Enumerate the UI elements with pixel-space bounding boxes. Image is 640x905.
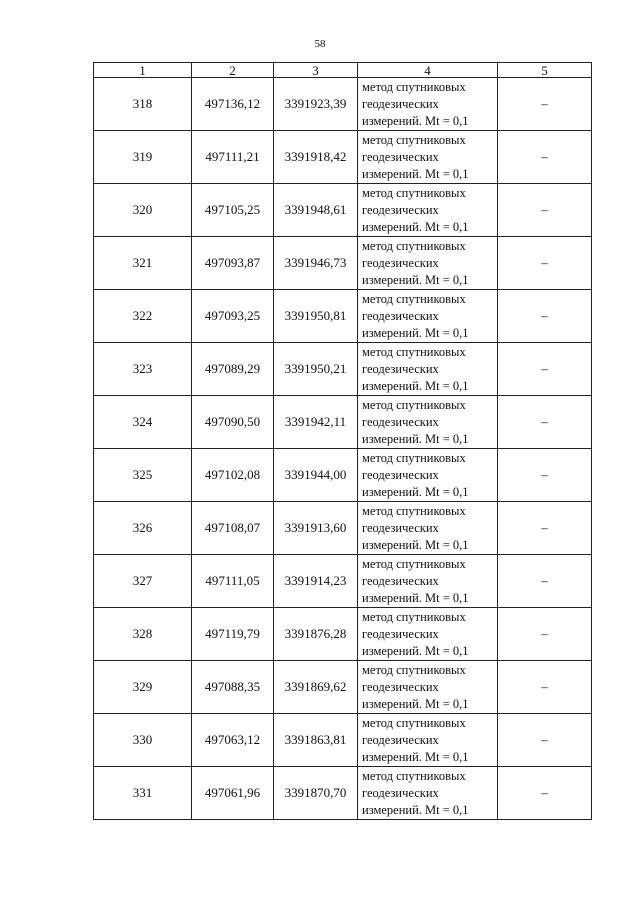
method-cell: метод спутниковых геодезических измерений. Mt = 0,1 bbox=[358, 343, 498, 396]
x-coordinate-cell: 497119,79 bbox=[192, 608, 274, 661]
note-cell: – bbox=[498, 608, 592, 661]
note-cell: – bbox=[498, 290, 592, 343]
table-row bbox=[94, 449, 592, 502]
method-cell: метод спутниковых геодезических измерений. Mt = 0,1 bbox=[358, 396, 498, 449]
column-header-5: 5 bbox=[498, 63, 592, 78]
point-number-cell: 322 bbox=[94, 290, 192, 343]
x-coordinate-cell: 497093,25 bbox=[192, 290, 274, 343]
x-coordinate-cell: 497105,25 bbox=[192, 184, 274, 237]
y-coordinate-cell: 3391869,62 bbox=[274, 661, 358, 714]
note-cell: – bbox=[498, 396, 592, 449]
method-cell: метод спутниковых геодезических измерений. Mt = 0,1 bbox=[358, 131, 498, 184]
table-header bbox=[94, 63, 592, 78]
point-number-cell: 330 bbox=[94, 714, 192, 767]
y-coordinate-cell: 3391918,42 bbox=[274, 131, 358, 184]
coordinates-table bbox=[93, 62, 592, 820]
column-header-4: 4 bbox=[358, 63, 498, 78]
x-coordinate-cell: 497136,12 bbox=[192, 78, 274, 131]
note-cell: – bbox=[498, 237, 592, 290]
note-cell: – bbox=[498, 78, 592, 131]
y-coordinate-cell: 3391913,60 bbox=[274, 502, 358, 555]
point-number-cell: 331 bbox=[94, 767, 192, 820]
table-row bbox=[94, 78, 592, 131]
x-coordinate-cell: 497090,50 bbox=[192, 396, 274, 449]
point-number-cell: 328 bbox=[94, 608, 192, 661]
table-row bbox=[94, 608, 592, 661]
note-cell: – bbox=[498, 184, 592, 237]
method-cell: метод спутниковых геодезических измерений. Mt = 0,1 bbox=[358, 237, 498, 290]
point-number-cell: 321 bbox=[94, 237, 192, 290]
x-coordinate-cell: 497111,05 bbox=[192, 555, 274, 608]
table-body bbox=[94, 78, 592, 820]
table-row bbox=[94, 184, 592, 237]
table-row bbox=[94, 502, 592, 555]
header-row bbox=[94, 63, 592, 78]
table-row bbox=[94, 131, 592, 184]
x-coordinate-cell: 497102,08 bbox=[192, 449, 274, 502]
y-coordinate-cell: 3391870,70 bbox=[274, 767, 358, 820]
y-coordinate-cell: 3391948,61 bbox=[274, 184, 358, 237]
table-row bbox=[94, 661, 592, 714]
note-cell: – bbox=[498, 131, 592, 184]
method-cell: метод спутниковых геодезических измерений. Mt = 0,1 bbox=[358, 449, 498, 502]
x-coordinate-cell: 497108,07 bbox=[192, 502, 274, 555]
table-row bbox=[94, 396, 592, 449]
note-cell: – bbox=[498, 555, 592, 608]
point-number-cell: 324 bbox=[94, 396, 192, 449]
x-coordinate-cell: 497089,29 bbox=[192, 343, 274, 396]
note-cell: – bbox=[498, 449, 592, 502]
point-number-cell: 327 bbox=[94, 555, 192, 608]
x-coordinate-cell: 497063,12 bbox=[192, 714, 274, 767]
point-number-cell: 329 bbox=[94, 661, 192, 714]
y-coordinate-cell: 3391946,73 bbox=[274, 237, 358, 290]
table-row bbox=[94, 555, 592, 608]
y-coordinate-cell: 3391914,23 bbox=[274, 555, 358, 608]
method-cell: метод спутниковых геодезических измерений. Mt = 0,1 bbox=[358, 502, 498, 555]
page-number: 58 bbox=[314, 38, 326, 50]
point-number-cell: 323 bbox=[94, 343, 192, 396]
point-number-cell: 326 bbox=[94, 502, 192, 555]
y-coordinate-cell: 3391950,21 bbox=[274, 343, 358, 396]
point-number-cell: 319 bbox=[94, 131, 192, 184]
table-row bbox=[94, 290, 592, 343]
column-header-3: 3 bbox=[274, 63, 358, 78]
y-coordinate-cell: 3391944,00 bbox=[274, 449, 358, 502]
note-cell: – bbox=[498, 661, 592, 714]
point-number-cell: 320 bbox=[94, 184, 192, 237]
table-row bbox=[94, 237, 592, 290]
method-cell: метод спутниковых геодезических измерений. Mt = 0,1 bbox=[358, 767, 498, 820]
point-number-cell: 325 bbox=[94, 449, 192, 502]
note-cell: – bbox=[498, 343, 592, 396]
method-cell: метод спутниковых геодезических измерений. Mt = 0,1 bbox=[358, 555, 498, 608]
y-coordinate-cell: 3391923,39 bbox=[274, 78, 358, 131]
column-header-2: 2 bbox=[192, 63, 274, 78]
y-coordinate-cell: 3391942,11 bbox=[274, 396, 358, 449]
method-cell: метод спутниковых геодезических измерений. Mt = 0,1 bbox=[358, 714, 498, 767]
x-coordinate-cell: 497088,35 bbox=[192, 661, 274, 714]
x-coordinate-cell: 497061,96 bbox=[192, 767, 274, 820]
point-number-cell: 318 bbox=[94, 78, 192, 131]
method-cell: метод спутниковых геодезических измерений. Mt = 0,1 bbox=[358, 661, 498, 714]
method-cell: метод спутниковых геодезических измерений. Mt = 0,1 bbox=[358, 184, 498, 237]
note-cell: – bbox=[498, 767, 592, 820]
y-coordinate-cell: 3391863,81 bbox=[274, 714, 358, 767]
method-cell: метод спутниковых геодезических измерений. Mt = 0,1 bbox=[358, 290, 498, 343]
table-row bbox=[94, 714, 592, 767]
x-coordinate-cell: 497111,21 bbox=[192, 131, 274, 184]
table-row bbox=[94, 343, 592, 396]
method-cell: метод спутниковых геодезических измерений. Mt = 0,1 bbox=[358, 608, 498, 661]
column-header-1: 1 bbox=[94, 63, 192, 78]
y-coordinate-cell: 3391950,81 bbox=[274, 290, 358, 343]
note-cell: – bbox=[498, 502, 592, 555]
note-cell: – bbox=[498, 714, 592, 767]
x-coordinate-cell: 497093,87 bbox=[192, 237, 274, 290]
table-row bbox=[94, 767, 592, 820]
y-coordinate-cell: 3391876,28 bbox=[274, 608, 358, 661]
method-cell: метод спутниковых геодезических измерений. Mt = 0,1 bbox=[358, 78, 498, 131]
